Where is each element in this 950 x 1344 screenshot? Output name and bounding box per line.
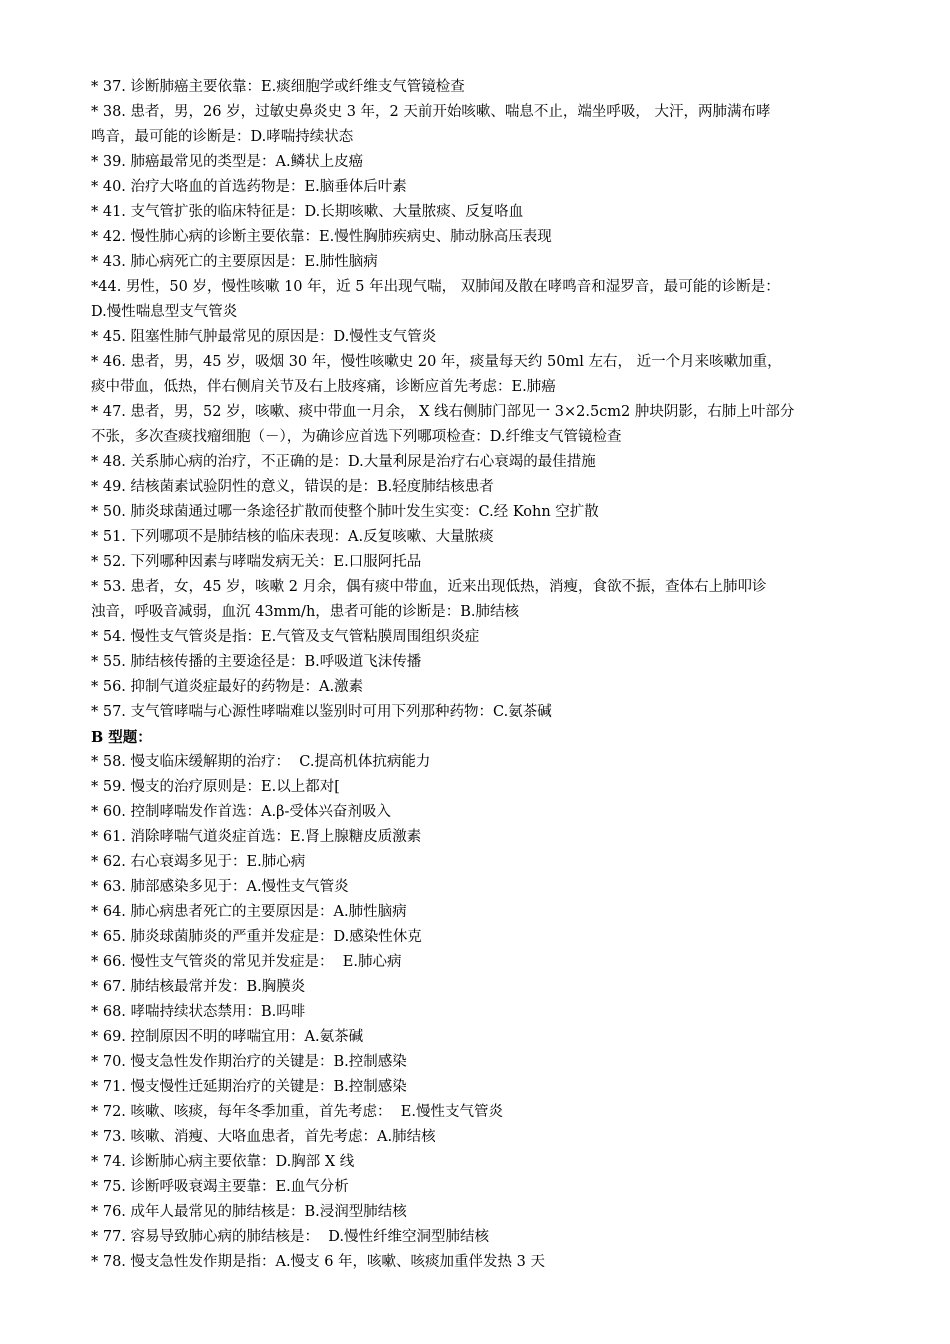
text-line: * 68. 哮喘持续状态禁用：B.吗啡 (91, 1004, 306, 1020)
text-line: * 57. 支气管哮喘与心源性哮喘难以鉴别时可用下列那种药物：C.氨茶碱 (91, 704, 552, 720)
text-line: * 75. 诊断呼吸衰竭主要靠：E.血气分析 (91, 1179, 349, 1195)
text-line: * 72. 咳嗽、咳痰，每年冬季加重，首先考虑： E.慢性支气管炎 (91, 1104, 503, 1120)
text-line: * 39. 肺癌最常见的类型是：A.鳞状上皮癌 (91, 154, 364, 170)
text-line: * 47. 患者，男，52 岁，咳嗽、痰中带血一月余， X 线右侧肺门部见一 3×2.5cm2 肿块阴影，右肺上叶部分 (91, 404, 795, 420)
text-line: * 38. 患者，男，26 岁，过敏史鼻炎史 3 年，2 天前开始咳嗽、喘息不止，端坐呼吸， 大汗，两肺满布哮 (91, 104, 771, 120)
text-line: * 46. 患者，男，45 岁，吸烟 30 年，慢性咳嗽史 20 年，痰量每天约 50ml 左右， 近一个月来咳嗽加重， (91, 354, 782, 370)
text-line: * 51. 下列哪项不是肺结核的临床表现：A.反复咳嗽、大量脓痰 (91, 529, 494, 545)
text-line: * 50. 肺炎球菌通过哪一条途径扩散而使整个肺叶发生实变：C.经 Kohn 空扩散 (91, 504, 599, 520)
text-line: * 67. 肺结核最常并发：B.胸膜炎 (91, 979, 306, 995)
text-line: D.慢性喘息型支气管炎 (91, 304, 238, 320)
text-line: * 65. 肺炎球菌肺炎的严重并发症是：D.感染性休克 (91, 929, 422, 945)
text-line: * 43. 肺心病死亡的主要原因是：E.肺性脑病 (91, 254, 378, 270)
text-line: 鸣音，最可能的诊断是：D.哮喘持续状态 (91, 129, 354, 145)
text-line: * 69. 控制原因不明的哮喘宜用：A.氨茶碱 (91, 1029, 364, 1045)
text-line: * 74. 诊断肺心病主要依靠：D.胸部 X 线 (91, 1154, 355, 1170)
text-line: 不张，多次查痰找瘤细胞（－），为确诊应首选下列哪项检查：D.纤维支气管镜检查 (91, 429, 622, 445)
text-line: * 76. 成年人最常见的肺结核是：B.浸润型肺结核 (91, 1204, 407, 1220)
text-line: * 62. 右心衰竭多见于：E.肺心病 (91, 854, 306, 870)
text-line: * 55. 肺结核传播的主要途径是：B.呼吸道飞沫传播 (91, 654, 422, 670)
text-line: * 66. 慢性支气管炎的常见并发症是： E.肺心病 (91, 954, 402, 970)
text-line: * 56. 抑制气道炎症最好的药物是：A.激素 (91, 679, 364, 695)
text-line: * 49. 结核菌素试验阴性的意义，错误的是：B.轻度肺结核患者 (91, 479, 494, 495)
text-line: * 54. 慢性支气管炎是指：E.气管及支气管粘膜周围组织炎症 (91, 629, 480, 645)
text-line: * 64. 肺心病患者死亡的主要原因是：A.肺性脑病 (91, 904, 407, 920)
text-line: * 37. 诊断肺癌主要依靠：E.痰细胞学或纤维支气管镜检查 (91, 79, 465, 95)
text-line: * 73. 咳嗽、消瘦、大咯血患者，首先考虑：A.肺结核 (91, 1129, 436, 1145)
text-line: 痰中带血，低热，伴右侧肩关节及右上肢疼痛，诊断应首先考虑：E.肺癌 (91, 379, 556, 395)
text-line: * 59. 慢支的治疗原则是：E.以上都对[ (91, 779, 340, 795)
text-line: * 48. 关系肺心病的治疗，不正确的是：D.大量利尿是治疗右心衰竭的最佳措施 (91, 454, 596, 470)
text-line: * 53. 患者，女，45 岁，咳嗽 2 月余，偶有痰中带血，近来出现低热，消瘦，食欲不振，查体右上肺叩诊 (91, 579, 767, 595)
text-line: * 77. 容易导致肺心病的肺结核是： D.慢性纤维空洞型肺结核 (91, 1229, 489, 1245)
text-line: * 60. 控制哮喘发作首选：A.β-受体兴奋剂吸入 (91, 804, 391, 820)
text-line: * 70. 慢支急性发作期治疗的关键是：B.控制感染 (91, 1054, 407, 1070)
text-line: * 61. 消除哮喘气道炎症首选：E.肾上腺糖皮质激素 (91, 829, 422, 845)
text-line: * 78. 慢支急性发作期是指：A.慢支 6 年，咳嗽、咳痰加重伴发热 3 天 (91, 1254, 545, 1270)
document-content (91, 75, 863, 1275)
text-line: * 58. 慢支临床缓解期的治疗： C.提高机体抗病能力 (91, 754, 431, 770)
text-line: * 45. 阻塞性肺气肿最常见的原因是：D.慢性支气管炎 (91, 329, 437, 345)
text-line: * 41. 支气管扩张的临床特征是：D.长期咳嗽、大量脓痰、反复咯血 (91, 204, 524, 220)
text-line: * 52. 下列哪种因素与哮喘发病无关：E.口服阿托品 (91, 554, 422, 570)
text-line: * 63. 肺部感染多见于：A.慢性支气管炎 (91, 879, 349, 895)
section-title-b: B 型题： (91, 729, 152, 746)
text-line: * 42. 慢性肺心病的诊断主要依靠：E.慢性胸肺疾病史、肺动脉高压表现 (91, 229, 552, 245)
text-line: *44. 男性，50 岁，慢性咳嗽 10 年，近 5 年出现气喘， 双肺闻及散在哮鸣音和湿罗音，最可能的诊断是： (91, 279, 780, 295)
text-line: * 71. 慢支慢性迁延期治疗的关键是：B.控制感染 (91, 1079, 407, 1095)
text-line: 浊音，呼吸音减弱，血沉 43mm/h，患者可能的诊断是：B.肺结核 (91, 604, 520, 620)
text-line: * 40. 治疗大咯血的首选药物是：E.脑垂体后叶素 (91, 179, 407, 195)
